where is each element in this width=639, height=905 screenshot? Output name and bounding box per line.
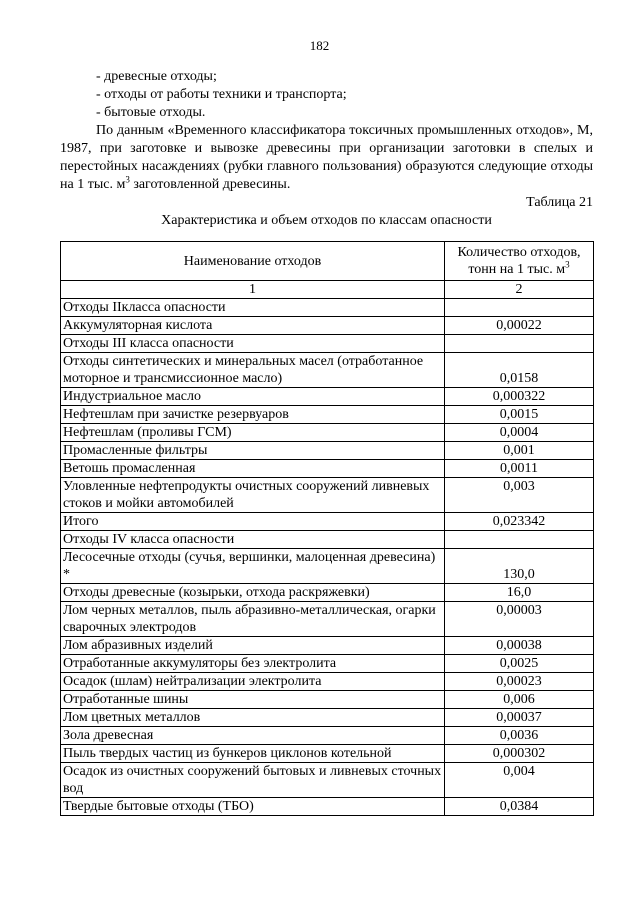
table-row bbox=[61, 353, 594, 388]
table-row bbox=[61, 424, 594, 442]
table-row bbox=[61, 478, 594, 513]
table-header-row bbox=[61, 242, 594, 281]
table-row bbox=[61, 763, 594, 798]
waste-quantity-cell: 0,0384 bbox=[445, 798, 594, 816]
waste-name-cell: Отходы IV класса опасности bbox=[61, 531, 445, 549]
table-row bbox=[61, 602, 594, 637]
waste-quantity-cell: 0,00003 bbox=[445, 602, 594, 637]
column-number: 2 bbox=[445, 281, 594, 299]
waste-quantity-cell: 0,00022 bbox=[445, 317, 594, 335]
table-row bbox=[61, 727, 594, 745]
waste-quantity-cell: 0,000322 bbox=[445, 388, 594, 406]
table-row bbox=[61, 584, 594, 602]
waste-quantity-cell: 0,000302 bbox=[445, 745, 594, 763]
page-number: 182 bbox=[309, 38, 330, 53]
waste-name-cell: Лесосечные отходы (сучья, вершинки, малоценная древесина) * bbox=[61, 549, 445, 584]
waste-quantity-cell: 0,023342 bbox=[445, 513, 594, 531]
table-row bbox=[61, 637, 594, 655]
waste-quantity-cell: 0,00023 bbox=[445, 673, 594, 691]
waste-name-cell: Лом черных металлов, пыль абразивно-металлическая, огарки сварочных электродов bbox=[61, 602, 445, 637]
waste-name-cell: Аккумуляторная кислота bbox=[61, 317, 445, 335]
table-row bbox=[61, 549, 594, 584]
waste-quantity-cell: 130,0 bbox=[445, 549, 594, 584]
waste-quantity-cell: 0,0158 bbox=[445, 353, 594, 388]
column-number: 1 bbox=[61, 281, 445, 299]
waste-name-cell: Твердые бытовые отходы (ТБО) bbox=[61, 798, 445, 816]
waste-table bbox=[60, 241, 594, 816]
table-row bbox=[61, 388, 594, 406]
waste-quantity-cell: 0,004 bbox=[445, 763, 594, 798]
waste-name-cell: Ветошь промасленная bbox=[61, 460, 445, 478]
waste-quantity-cell bbox=[445, 531, 594, 549]
waste-name-cell: Осадок (шлам) нейтрализации электролита bbox=[61, 673, 445, 691]
table-row bbox=[61, 655, 594, 673]
header-quantity-line1: Количество отходов, bbox=[457, 245, 581, 260]
table-row bbox=[61, 673, 594, 691]
waste-name-cell: Отработанные аккумуляторы без электролита bbox=[61, 655, 445, 673]
column-number-row bbox=[61, 281, 594, 299]
bullet-item: - древесные отходы; bbox=[96, 69, 217, 84]
waste-name-cell: Осадок из очистных сооружений бытовых и ливневых сточных вод bbox=[61, 763, 445, 798]
waste-name-cell: Пыль твердых частиц из бункеров циклонов котельной bbox=[61, 745, 445, 763]
paragraph-tail: заготовленной древесины. bbox=[129, 177, 291, 192]
waste-quantity-cell bbox=[445, 299, 594, 317]
body-text bbox=[60, 68, 593, 230]
table-row bbox=[61, 299, 594, 317]
table-row bbox=[61, 335, 594, 353]
header-quantity-line2: тонн на 1 тыс. м bbox=[468, 262, 566, 277]
waste-name-cell: Промасленные фильтры bbox=[61, 442, 445, 460]
waste-quantity-cell: 0,0025 bbox=[445, 655, 594, 673]
header-superscript: 3 bbox=[565, 259, 570, 270]
table-row bbox=[61, 513, 594, 531]
waste-name-cell: Лом абразивных изделий bbox=[61, 637, 445, 655]
waste-name-cell: Нефтешлам при зачистке резервуаров bbox=[61, 406, 445, 424]
waste-quantity-cell: 0,001 bbox=[445, 442, 594, 460]
table-row bbox=[61, 745, 594, 763]
table-row bbox=[61, 317, 594, 335]
waste-name-cell: Отходы III класса опасности bbox=[61, 335, 445, 353]
table-row bbox=[61, 709, 594, 727]
waste-name-cell: Отходы IIкласса опасности bbox=[61, 299, 445, 317]
waste-quantity-cell: 0,003 bbox=[445, 478, 594, 513]
bullet-item: - отходы от работы техники и транспорта; bbox=[96, 87, 347, 102]
table-caption: Характеристика и объем отходов по классам опасности bbox=[161, 213, 492, 228]
waste-name-cell: Уловленные нефтепродукты очистных сооружений ливневых стоков и мойки автомобилей bbox=[61, 478, 445, 513]
table-row bbox=[61, 531, 594, 549]
waste-quantity-cell: 0,00038 bbox=[445, 637, 594, 655]
table-row bbox=[61, 691, 594, 709]
table-row bbox=[61, 798, 594, 816]
waste-name-cell: Отработанные шины bbox=[61, 691, 445, 709]
bullet-item: - бытовые отходы. bbox=[96, 105, 206, 120]
waste-quantity-cell bbox=[445, 335, 594, 353]
waste-name-cell: Нефтешлам (проливы ГСМ) bbox=[61, 424, 445, 442]
superscript: 3 bbox=[125, 174, 130, 185]
waste-quantity-cell: 16,0 bbox=[445, 584, 594, 602]
waste-quantity-cell: 0,00037 bbox=[445, 709, 594, 727]
waste-name-cell: Зола древесная bbox=[61, 727, 445, 745]
waste-quantity-cell: 0,0036 bbox=[445, 727, 594, 745]
waste-quantity-cell: 0,0004 bbox=[445, 424, 594, 442]
table-row bbox=[61, 406, 594, 424]
table-label: Таблица 21 bbox=[526, 195, 593, 210]
waste-quantity-cell: 0,006 bbox=[445, 691, 594, 709]
header-quantity bbox=[445, 242, 594, 281]
waste-name-cell: Индустриальное масло bbox=[61, 388, 445, 406]
paragraph-text: По данным «Временного классификатора токсичных промышленных отходов», М, 1987, при заготовке и вывозке древесины при организации заготовки в спелых и перестойных насаждениях (рубки главного пользования) образуются следующие отходы на 1 тыс. м bbox=[60, 123, 593, 192]
waste-quantity-cell: 0,0015 bbox=[445, 406, 594, 424]
waste-quantity-cell: 0,0011 bbox=[445, 460, 594, 478]
table-row bbox=[61, 442, 594, 460]
waste-name-cell: Лом цветных металлов bbox=[61, 709, 445, 727]
header-name: Наименование отходов bbox=[61, 242, 445, 281]
intro-paragraph bbox=[60, 122, 593, 194]
waste-name-cell: Отходы синтетических и минеральных масел (отработанное моторное и трансмиссионное масло) bbox=[61, 353, 445, 388]
waste-name-cell: Отходы древесные (козырьки, отхода раскряжевки) bbox=[61, 584, 445, 602]
waste-name-cell: Итого bbox=[61, 513, 445, 531]
table-row bbox=[61, 460, 594, 478]
